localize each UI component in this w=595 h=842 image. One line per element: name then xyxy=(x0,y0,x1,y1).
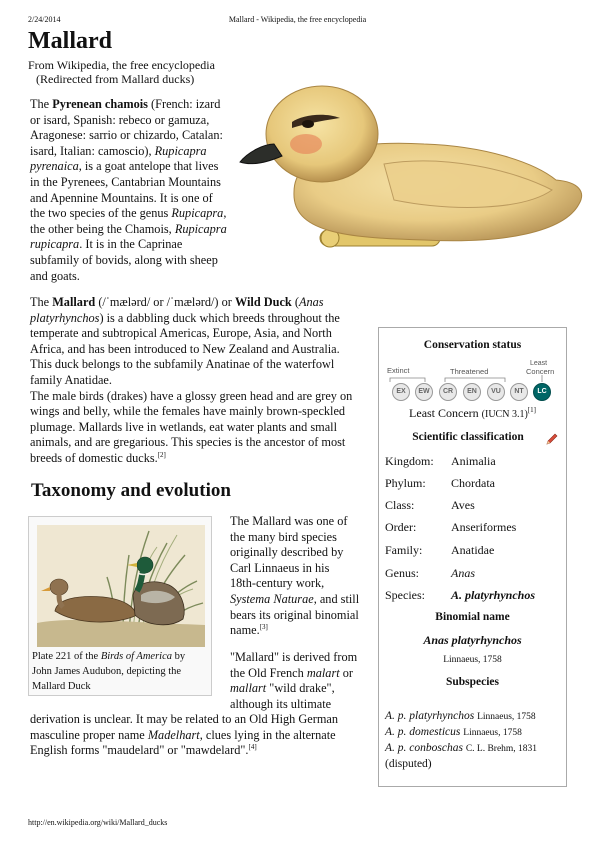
scale-label-extinct: Extinct xyxy=(387,366,410,375)
badge-ex: EX xyxy=(392,383,410,401)
value-family[interactable]: Anatidae xyxy=(451,543,495,557)
subspecies-item: A. p. conboschas C. L. Brehm, 1831 xyxy=(385,742,538,754)
audubon-plate-image[interactable] xyxy=(37,525,205,647)
value-species: A. platyrhynchos xyxy=(451,588,536,602)
badge-en: EN xyxy=(463,383,481,401)
taxonomy-paragraph: The Mallard was one of the many bird species originally described by Carl Linnaeus in his 18th-century work, Systema Naturae, and still bears its original binomial name.[3] xyxy=(230,514,360,638)
badge-lc: LC xyxy=(533,383,551,401)
sci-class-heading: Scientific classification xyxy=(412,431,524,443)
badge-ew: EW xyxy=(415,383,433,401)
badge-nt: NT xyxy=(510,383,528,401)
from-wikipedia: From Wikipedia, the free encyclopedia xyxy=(28,58,215,72)
rank-kingdom: Kingdom: xyxy=(385,454,434,468)
rank-genus: Genus: xyxy=(385,566,419,580)
rank-class: Class: xyxy=(385,498,415,512)
print-url: http://en.wikipedia.org/wiki/Mallard_ducks xyxy=(28,818,168,827)
conservation-heading: Conservation status xyxy=(423,339,522,351)
binomial-heading: Binomial name xyxy=(435,611,510,623)
scale-label-concern: Concern xyxy=(526,367,555,376)
binomial-name: Anas platyrhynchos xyxy=(423,633,522,647)
duck-toy-image xyxy=(234,82,586,262)
figure-caption: Plate 221 of the Birds of America by John James Audubon, depicting the Mallard Duck xyxy=(32,651,186,692)
ref-1[interactable]: [1] xyxy=(527,406,536,414)
scale-label-least: Least xyxy=(530,360,548,367)
etymology-paragraph-top: "Mallard" is derived from the Old French malart or mallart "wild drake", although its ultimate xyxy=(230,650,358,711)
subspecies-disputed: (disputed) xyxy=(385,758,432,770)
value-kingdom[interactable]: Animalia xyxy=(451,454,496,468)
rank-order: Order: xyxy=(385,520,417,534)
value-class[interactable]: Aves xyxy=(451,498,475,512)
page-title: Mallard xyxy=(28,28,112,54)
value-genus[interactable]: Anas xyxy=(451,566,475,580)
value-order[interactable]: Anseriformes xyxy=(451,520,517,534)
intro-paragraph: The Mallard (/ˈmælərd/ or /ˈmælərd/) or Wild Duck (Anas platyrhynchos) is a dabbling duck which breeds throughout the temperate and subtropical Americas, Europe, Asia, and North Africa, and has been introduced to New Zealand and Australia. This duck belongs to the subfamily Anatinae of the waterfowl family Anatidae. The male birds (drakes) have a glossy green head and are grey on wings and belly, while the females have mainly brown-speckled plumage. Mallards live in wetlands, eat water plants and small animals, and are gregarious. This species is the ancestor of most breeds of domestic ducks.[2] xyxy=(30,295,353,465)
status-source[interactable]: (IUCN 3.1) xyxy=(481,409,528,420)
figure-audubon xyxy=(28,516,212,696)
badge-cr: CR xyxy=(439,383,457,401)
redirect-notice: (Redirected from Mallard ducks) xyxy=(36,72,195,86)
subspecies-list xyxy=(385,709,537,772)
section-heading-taxonomy: Taxonomy and evolution xyxy=(31,480,231,501)
subspecies-heading: Subspecies xyxy=(445,676,500,688)
status-text[interactable]: Least Concern xyxy=(409,406,479,420)
ref-3[interactable]: [3] xyxy=(259,623,268,632)
scale-label-threatened: Threatened xyxy=(450,367,489,376)
chamois-paragraph: The Pyrenean chamois (French: izard or isard, Spanish: rebeco or gamuza, Aragonese: sarrio or chizardo, Catalan: isard, Italian: camoscio), Rupicapra pyrenaica, is a goat antelope that lives in the Pyrenees, Cantabrian Mountains and Apennine Mountains. It is one of the two species of the genus Rupicapra, the other being the Chamois, Rupicapra rupicapra. It is in the Caprinae subfamily of bovids, along with sheep and goats. xyxy=(30,97,227,283)
print-date: 2/24/2014 xyxy=(28,15,61,24)
subspecies-item: A. p. domesticus Linnaeus, 1758 xyxy=(385,726,522,738)
subspecies-item: A. p. platyrhynchos Linnaeus, 1758 xyxy=(385,710,536,722)
value-phylum[interactable]: Chordata xyxy=(451,476,495,490)
status-line xyxy=(378,406,567,421)
badge-vu: VU xyxy=(487,383,505,401)
rank-species: Species: xyxy=(385,588,425,602)
ref-4[interactable]: [4] xyxy=(248,743,257,752)
binomial-authority[interactable]: Linnaeus, 1758 xyxy=(443,655,502,665)
ref-2[interactable]: [2] xyxy=(157,450,166,459)
etymology-paragraph-bottom: derivation is unclear. It may be related to an Old High German masculine proper name Madelhart, clues lying in the alternate English forms "maudelard" or "mawdelard".[4] xyxy=(30,712,339,758)
edit-pencil-icon[interactable] xyxy=(545,432,559,446)
rank-phylum: Phylum: xyxy=(385,476,426,490)
print-page-title: Mallard - Wikipedia, the free encyclopedia xyxy=(228,15,367,24)
rank-family: Family: xyxy=(385,543,423,557)
